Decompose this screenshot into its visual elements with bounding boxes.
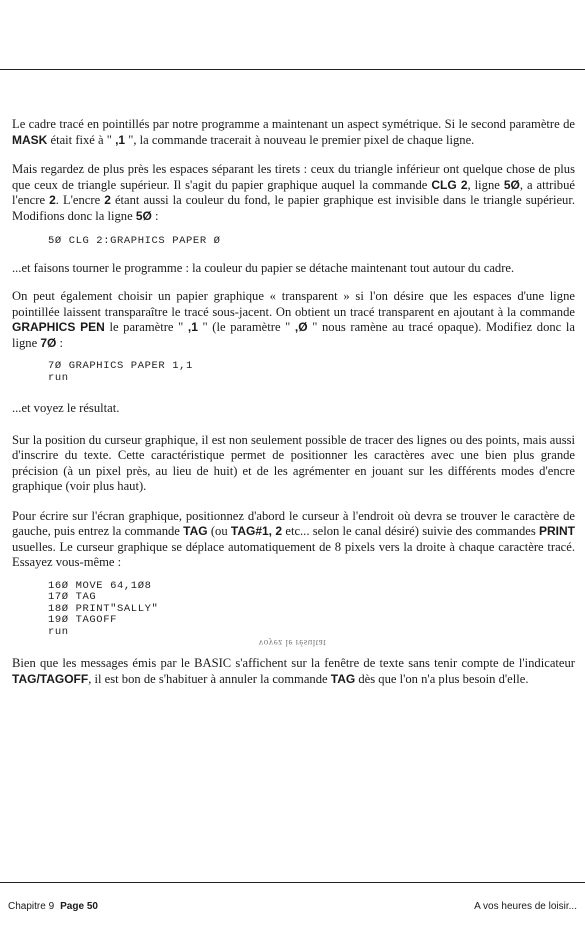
text: . L'encre [55,193,105,207]
text: usuelles. Le curseur graphique se déplace automatiquement de 8 pixels vers la droite à chaque caractère tracé. Essayez vous-même : [12,539,575,569]
page-number: Page 50 [60,901,98,912]
paragraph-8 [12,656,575,687]
keyword: ,1 [187,320,198,334]
keyword: 5Ø [135,208,152,223]
text: On peut également choisir un papier graphique « transparent » si l'on désire que les espaces d'une ligne pointillée laissent transparaître le tracé sous-jacent. On obtient un tracé transparent en ajoutant à la commande [12,289,575,319]
text: étant aussi la couleur du fond, le papier graphique est invisible dans le triangle supérieur. Modifions donc la ligne [12,193,576,223]
footer-left [8,901,98,912]
text: " (le paramètre " [197,320,295,334]
text: dès que l'on n'a plus besoin d'elle. [355,671,529,686]
text: Bien que les messages émis par le BASIC s'affichent sur la fenêtre de texte sans tenir compte de l'indicateur [12,656,575,670]
text: : [56,335,64,350]
text: ", la commande tracerait à nouveau le premier pixel de chaque ligne. [125,132,475,147]
text: Le cadre tracé en pointillés par notre programme a maintenant un aspect symétrique. Si le second paramètre de [12,117,575,131]
text: , il est bon de s'habituer à annuler la commande [88,671,331,686]
code-block-2: 7Ø GRAPHICS PAPER 1,1 run [48,360,193,384]
code-block-3: 16Ø MOVE 64,1Ø8 17Ø TAG 18Ø PRINT"SALLY" 19Ø TAGOFF run [48,579,159,638]
paragraph-3: ...et faisons tourner le programme : la couleur du papier se détache maintenant tout autour du cadre. [12,260,515,275]
text: etc... selon le canal désiré) suivie des commandes [282,524,539,538]
keyword: TAG/TAGOFF [12,671,89,686]
ghost-line-wrapper [12,638,575,652]
text: Mais regardez de plus près les espaces séparant les tirets : ceux du triangle inférieur ont quelque chose de plus que ceux de triangle supérieur. Il s'agit du papier graphique auquel la commande [12,162,575,192]
keyword: TAG#1, 2 [230,524,283,538]
text: " nous ramène au tracé opaque). Modifiez donc la ligne [12,320,575,350]
text: le paramètre " [104,320,188,334]
text: était fixé à " [47,132,116,147]
keyword: PRINT [538,524,575,538]
keyword: MASK [12,132,48,147]
keyword: 2 [104,193,111,207]
footer-right: A vos heures de loisir... [474,901,577,912]
text: Pour écrire sur l'écran graphique, positionnez d'abord le curseur à l'endroit où devra se trouver le caractère de gauche, puis entrez la commande [12,508,575,538]
paragraph-5: ...et voyez le résultat. [12,401,120,415]
text: (ou [207,524,231,538]
chapter-label: Chapitre 9 [8,901,55,912]
keyword: ,1 [115,132,126,147]
paragraph-6: Sur la position du curseur graphique, il est non seulement possible de tracer des lignes ou des points, mais aussi d'inscrire du texte. Cette caractéristique permet de positionner les caractères avec une bien plus grande précision (à un pixel près, au lieu de huit) et de les agrémenter en jouant sur les différents modes d'encre graphique (voir plus haut). [12,432,575,493]
paragraph-2 [12,162,575,224]
page-footer [8,901,577,915]
paragraph-1 [12,117,575,148]
bottom-rule [0,882,585,883]
bleed-through-text: voyez le résultat [258,638,327,648]
keyword: CLG 2 [431,177,468,192]
code-block-1: 5Ø CLG 2:GRAPHICS PAPER Ø [48,235,221,247]
keyword: 7Ø [40,335,57,350]
keyword: 5Ø [503,177,520,192]
keyword: TAG [330,671,356,686]
paragraph-4 [12,289,575,351]
text: , ligne [467,177,504,192]
text: , a attribué l'encre [12,177,575,207]
keyword: ,Ø [294,320,308,334]
keyword: GRAPHICS PEN [12,320,105,334]
paragraph-7 [12,509,575,571]
keyword: TAG [183,524,208,538]
keyword: 2 [49,193,56,207]
text: : [151,208,159,223]
top-rule [0,69,585,70]
page-body [12,117,575,687]
